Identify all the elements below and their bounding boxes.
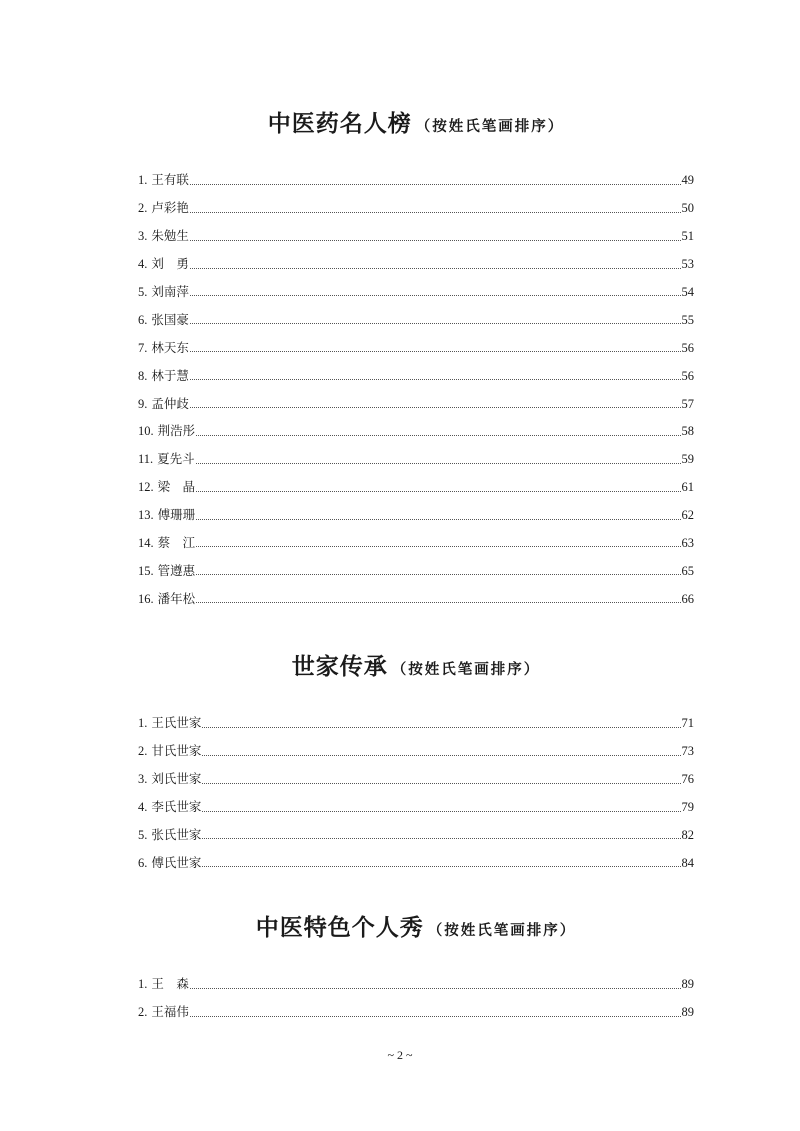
toc-entry[interactable] (138, 730, 694, 758)
toc-dot-leader (190, 350, 681, 352)
page-number: ~ 2 ~ (387, 1048, 413, 1062)
toc-dot-leader (202, 810, 680, 812)
toc-entry-name: 孟仲歧 (151, 395, 189, 411)
toc-entry[interactable] (138, 494, 694, 522)
toc-list (138, 702, 694, 869)
toc-entry-page: 89 (681, 977, 694, 992)
toc-entry-name: 卢彩艳 (151, 200, 189, 216)
toc-entry-number: 15. (138, 563, 154, 578)
toc-entry-number: 8. (138, 368, 148, 383)
toc-entry-name: 梁 晶 (157, 479, 196, 495)
toc-entry-name: 王有联 (151, 172, 189, 188)
section-title: 世家传承 (291, 653, 388, 680)
toc-entry-number: 6. (138, 312, 148, 327)
toc-entry[interactable] (138, 991, 694, 1019)
toc-entry-number: 1. (138, 173, 148, 188)
toc-entry-page: 59 (681, 452, 694, 467)
toc-entry-number: 3. (138, 772, 148, 787)
toc-entry[interactable] (138, 159, 694, 187)
section-family-heritage (138, 655, 694, 869)
toc-entry-page: 51 (681, 229, 694, 244)
toc-entry-page: 73 (681, 744, 694, 759)
toc-entry-page: 63 (681, 535, 694, 550)
toc-entry-name: 傅氏世家 (151, 854, 202, 870)
toc-entry-name: 朱勉生 (151, 228, 189, 244)
toc-entry[interactable] (138, 410, 694, 438)
section-tcm-individual-showcase (138, 916, 694, 1019)
toc-entry-page: 84 (681, 855, 694, 870)
toc-entry-name: 刘 勇 (151, 256, 189, 272)
section-famous-tcm (138, 112, 694, 605)
toc-entry-name: 王氏世家 (151, 715, 202, 731)
toc-entry-number: 1. (138, 977, 148, 992)
toc-entry-page: 57 (681, 396, 694, 411)
toc-dot-leader (190, 987, 681, 989)
toc-entry-name: 刘南萍 (151, 283, 189, 299)
toc-entry-page: 62 (681, 508, 694, 523)
section-heading (138, 112, 694, 135)
toc-entry[interactable] (138, 466, 694, 494)
toc-entry-page: 49 (681, 173, 694, 188)
toc-entry-page: 71 (681, 716, 694, 731)
toc-dot-leader (190, 183, 681, 185)
toc-dot-leader (190, 378, 681, 380)
section-subtitle: （按姓氏笔画排序） (427, 922, 577, 939)
toc-entry-page: 54 (681, 284, 694, 299)
toc-dot-leader (190, 322, 681, 324)
toc-entry[interactable] (138, 522, 694, 550)
toc-entry-number: 16. (138, 591, 154, 606)
toc-dot-leader (202, 865, 680, 867)
toc-entry[interactable] (138, 758, 694, 786)
toc-dot-leader (190, 294, 681, 296)
toc-entry[interactable] (138, 271, 694, 299)
section-title: 中医药名人榜 (267, 110, 412, 137)
toc-entry-name: 王福伟 (151, 1004, 189, 1020)
toc-entry-page: 79 (681, 800, 694, 815)
toc-dot-leader (190, 1015, 681, 1017)
section-title: 中医特色个人秀 (255, 914, 424, 941)
toc-entry-name: 张国豪 (151, 311, 189, 327)
toc-entry-name: 甘氏世家 (151, 743, 202, 759)
toc-entry-name: 夏先斗 (157, 451, 195, 467)
toc-entry-page: 76 (681, 772, 694, 787)
toc-entry-page: 66 (681, 591, 694, 606)
toc-entry-number: 7. (138, 340, 148, 355)
toc-entry-name: 王 森 (151, 976, 189, 992)
toc-entry-page: 58 (681, 424, 694, 439)
toc-entry-number: 2. (138, 1005, 148, 1020)
toc-entry-number: 5. (138, 827, 148, 842)
toc-entry[interactable] (138, 326, 694, 354)
toc-entry-name: 林于慧 (151, 367, 189, 383)
section-heading (138, 655, 694, 678)
section-heading (138, 916, 694, 939)
toc-entry-number: 12. (138, 480, 154, 495)
toc-entry-page: 53 (681, 257, 694, 272)
toc-entry-name: 林天东 (151, 339, 189, 355)
section-subtitle: （按姓氏笔画排序） (415, 118, 565, 135)
toc-entry-page: 50 (681, 201, 694, 216)
toc-entry-page: 56 (681, 368, 694, 383)
toc-entry[interactable] (138, 382, 694, 410)
toc-entry[interactable] (138, 438, 694, 466)
toc-dot-leader (190, 211, 681, 213)
toc-entry-name: 张氏世家 (151, 826, 202, 842)
toc-dot-leader (196, 601, 680, 603)
toc-entry-page: 82 (681, 827, 694, 842)
toc-entry[interactable] (138, 814, 694, 842)
toc-entry-number: 9. (138, 396, 148, 411)
toc-entry-page: 61 (681, 480, 694, 495)
toc-entry[interactable] (138, 963, 694, 991)
toc-entry-page: 56 (681, 340, 694, 355)
toc-entry-name: 管遵惠 (157, 562, 196, 578)
toc-entry[interactable] (138, 786, 694, 814)
toc-entry-name: 蔡 江 (157, 534, 196, 550)
toc-entry-number: 10. (138, 424, 154, 439)
toc-entry[interactable] (138, 215, 694, 243)
toc-entry-number: 1. (138, 716, 148, 731)
toc-entry-number: 14. (138, 535, 154, 550)
toc-dot-leader (196, 545, 680, 547)
toc-entry[interactable] (138, 298, 694, 326)
toc-entry-name: 傅珊珊 (157, 507, 196, 523)
toc-dot-leader (196, 490, 680, 492)
toc-entry-number: 4. (138, 257, 148, 272)
toc-dot-leader (202, 726, 680, 728)
toc-entry-name: 荆浩彤 (157, 423, 196, 439)
toc-dot-leader (190, 239, 681, 241)
toc-entry-number: 6. (138, 855, 148, 870)
toc-dot-leader (196, 518, 680, 520)
toc-entry-number: 2. (138, 201, 148, 216)
toc-entry[interactable] (138, 577, 694, 605)
toc-entry-number: 13. (138, 508, 154, 523)
toc-dot-leader (196, 462, 681, 464)
toc-entry-page: 65 (681, 563, 694, 578)
toc-dot-leader (196, 434, 680, 436)
toc-dot-leader (202, 754, 680, 756)
toc-list (138, 963, 694, 1019)
toc-dot-leader (196, 573, 680, 575)
toc-entry[interactable] (138, 243, 694, 271)
toc-entry-number: 3. (138, 229, 148, 244)
toc-entry-number: 11. (138, 452, 154, 467)
toc-dot-leader (202, 837, 680, 839)
toc-entry-page: 55 (681, 312, 694, 327)
toc-entry-number: 2. (138, 744, 148, 759)
toc-list (138, 159, 694, 605)
toc-entry[interactable] (138, 549, 694, 577)
toc-dot-leader (190, 267, 681, 269)
toc-entry-number: 4. (138, 800, 148, 815)
section-subtitle: （按姓氏笔画排序） (391, 661, 541, 678)
toc-entry-number: 5. (138, 284, 148, 299)
toc-entry[interactable] (138, 841, 694, 869)
toc-entry-name: 李氏世家 (151, 799, 202, 815)
toc-entry[interactable] (138, 702, 694, 730)
toc-entry[interactable] (138, 354, 694, 382)
toc-entry[interactable] (138, 187, 694, 215)
toc-entry-name: 刘氏世家 (151, 771, 202, 787)
toc-entry-page: 89 (681, 1005, 694, 1020)
toc-entry-name: 潘年松 (157, 590, 196, 606)
toc-dot-leader (202, 782, 680, 784)
toc-dot-leader (190, 406, 681, 408)
